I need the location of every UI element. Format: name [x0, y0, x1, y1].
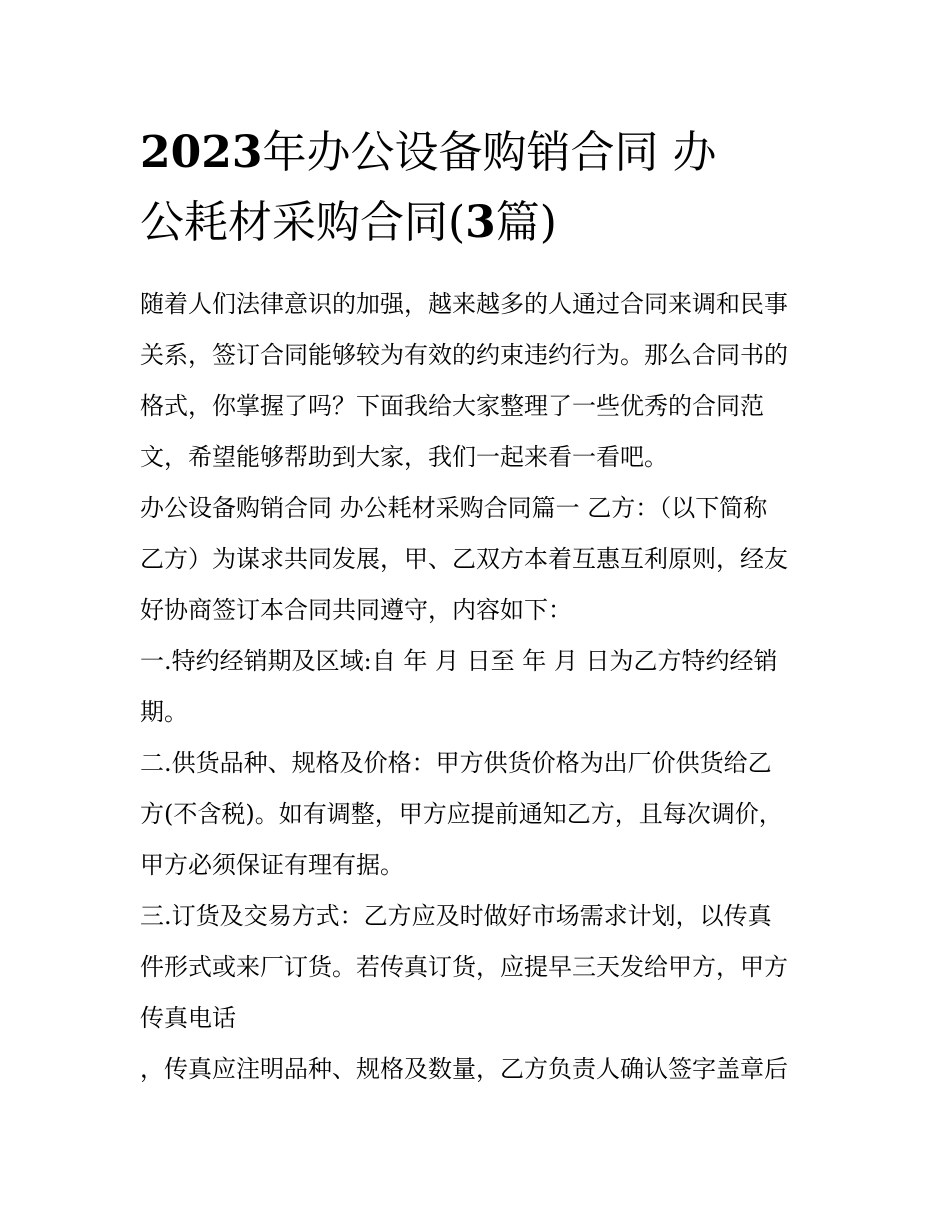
paragraph-contract-intro: [140, 483, 812, 636]
paragraph-intro: [140, 279, 812, 483]
document-title: [140, 118, 820, 258]
text-line: 一.特约经销期及区域:自 年 月 日至 年 月 日为乙方特约经销: [140, 647, 778, 675]
text-line: 文，希望能够帮助到大家，我们一起来看一看吧。: [140, 443, 668, 471]
text-line: 方(不含税)。如有调整，甲方应提前通知乙方，且每次调价，: [140, 800, 783, 828]
text-line: ，传真应注明品种、规格及数量，乙方负责人确认签字盖章后: [140, 1055, 788, 1083]
paragraph-clause-2: [140, 738, 812, 891]
title-line-1: [140, 118, 820, 188]
text-line: 办公设备购销合同 办公耗材采购合同篇一 乙方：（以下简称: [140, 494, 768, 522]
text-line: 三.订货及交易方式：乙方应及时做好市场需求计划，以传真: [140, 902, 772, 930]
text-line: 好协商签订本合同共同遵守，内容如下：: [140, 596, 572, 624]
text-line: 传真电话: [140, 1004, 236, 1032]
text-line: 二.供货品种、规格及价格：甲方供货价格为出厂价供货给乙: [140, 749, 772, 777]
text-line: 随着人们法律意识的加强，越来越多的人通过合同来调和民事: [140, 290, 788, 318]
text-line: 格式，你掌握了吗？下面我给大家整理了一些优秀的合同范: [140, 392, 764, 420]
paragraph-clause-3: [140, 891, 812, 1044]
text-line: 乙方）为谋求共同发展，甲、乙双方本着互惠互利原则，经友: [140, 545, 788, 573]
title-line-1-text: 年办公设备购销合同 办: [262, 127, 717, 178]
title-line-2-text-b: 篇): [495, 197, 557, 248]
title-year: 2023: [140, 127, 263, 178]
paragraph-clause-3-continued: [140, 1044, 812, 1095]
text-line: 期。: [140, 698, 188, 726]
title-line-2-text-a: 公耗材采购合同(: [140, 197, 466, 248]
document-body: [140, 279, 812, 1095]
text-line: 件形式或来厂订货。若传真订货，应提早三天发给甲方，甲方: [140, 953, 788, 981]
paragraph-clause-1: [140, 636, 812, 738]
title-count: 3: [465, 197, 496, 248]
text-line: 甲方必须保证有理有据。: [140, 851, 404, 879]
title-line-2: [140, 188, 820, 258]
text-line: 关系，签订合同能够较为有效的约束违约行为。那么合同书的: [140, 341, 788, 369]
